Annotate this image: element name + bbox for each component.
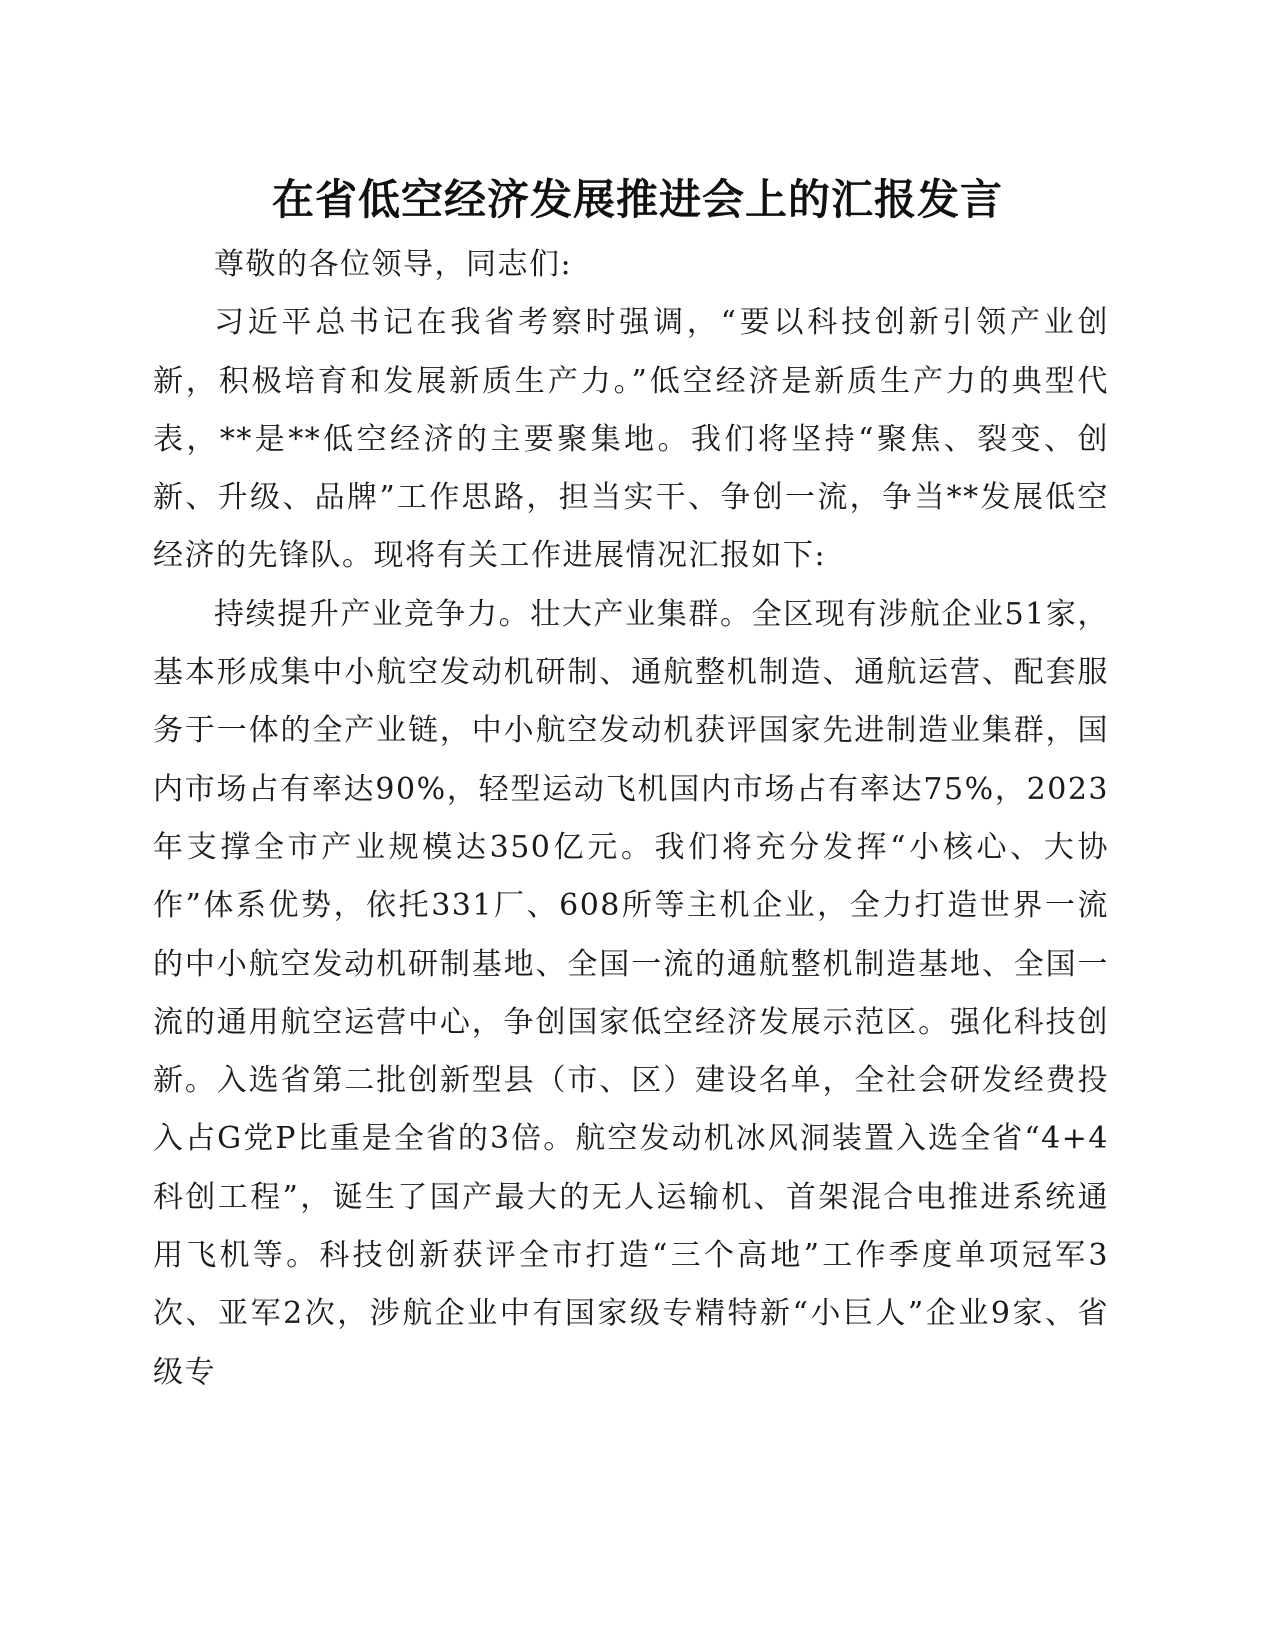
industry-paragraph: 持续提升产业竞争力。壮大产业集群。全区现有涉航企业51家，基本形成集中小航空发动机研制、通航整机制造、通航运营、配套服务于一体的全产业链，中小航空发动机获评国家先进制造业集群，国内市场占有率达90%，轻型运动飞机国内市场占有率达75%，2023年支撑全市产业规模达350亿元。我们将充分发挥“小核心、大协作”体系优势，依托331厂、608所等主机企业，全力打造世界一流的中小航空发动机研制基地、全国一流的通航整机制造基地、全国一流的通用航空运营中心，争创国家低空经济发展示范区。强化科技创新。入选省第二批创新型县（市、区）建设名单，全社会研发经费投入占G党P比重是全省的3倍。航空发动机冰风洞装置入选全省“4+4科创工程”，诞生了国产最大的无人运输机、首架混合电推进系统通用飞机等。科技创新获评全市打造“三个高地”工作季度单项冠军3次、亚军2次，涉航企业中有国家级专精特新“小巨人”企业9家、省级专 bbox=[153, 596, 1109, 1390]
document-body bbox=[153, 236, 1109, 1402]
salutation-paragraph: 尊敬的各位领导，同志们: bbox=[214, 247, 573, 282]
intro-paragraph: 习近平总书记在我省考察时强调，“要以科技创新引领产业创新，积极培育和发展新质生产力。”低空经济是新质生产力的典型代表，**是**低空经济的主要聚集地。我们将坚持“聚焦、裂变、创新、升级、品牌”工作思路，担当实干、争创一流，争当**发展低空经济的先锋队。现将有关工作进展情况汇报如下: bbox=[153, 305, 1109, 574]
document-title: 在省低空经济发展推进会上的汇报发言 bbox=[271, 175, 1003, 224]
